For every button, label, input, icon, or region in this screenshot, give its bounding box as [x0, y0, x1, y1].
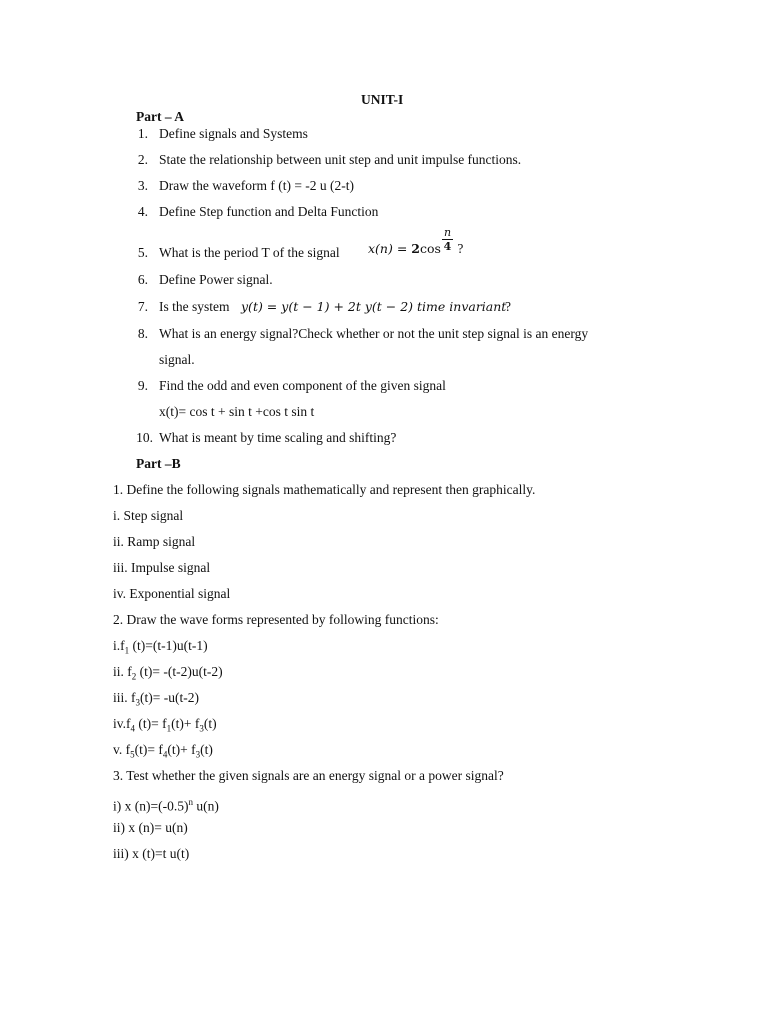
part-b-q2-item-i: $i.f_1$ (t)=(t-1)u(t-1): [113, 638, 208, 656]
equation-fraction: [442, 226, 453, 253]
question-text: What is an energy signal?Check whether or not the unit step signal is an energy: [159, 326, 589, 341]
fraction-denominator: 4: [443, 240, 452, 253]
part-b-q1-item-ii: ii. Ramp signal: [113, 534, 196, 549]
question-number: 2.: [137, 152, 148, 167]
question-text: Define signals and Systems: [159, 126, 308, 141]
question-text: Define Step function and Delta Function: [159, 204, 379, 219]
equation-lhs: x(n) =: [368, 241, 412, 256]
part-b-q3-item-iii: iii) x (t)=t u(t): [113, 846, 190, 861]
period-equation: [368, 228, 463, 264]
question-number: 7.: [137, 299, 148, 314]
question-text: Draw the waveform f (t) = -2 u (2-t): [159, 178, 355, 193]
question-text: What is meant by time scaling and shifting?: [159, 430, 397, 445]
question-text: What is the period T of the signal: [159, 245, 340, 260]
part-b-q2-item-v: v. $f_5(t)= f_4(t)+ f_3(t)$: [113, 742, 213, 760]
part-b-q1-item-i: i. Step signal: [113, 508, 184, 523]
part-b-q2-item-iii: iii. $f_3(t)= -u(t-2)$: [113, 690, 199, 708]
question-tail: ?: [454, 241, 464, 256]
unit-title: UNIT-I: [361, 92, 404, 107]
question-number: 10.: [136, 430, 153, 445]
part-b-q1-item-iii: iii. Impulse signal: [113, 560, 211, 575]
part-b-q1-item-iv: iv. Exponential signal: [113, 586, 231, 601]
part-b-question-3: 3. Test whether the given signals are an energy signal or a power signal?: [113, 768, 504, 783]
question-number: 1.: [137, 126, 148, 141]
question-text: Find the odd and even component of the given signal: [159, 378, 446, 393]
fraction-numerator: n: [443, 226, 452, 239]
question-tail: ?: [505, 299, 511, 314]
question-text: Is the system: [159, 299, 230, 314]
question-number: 4.: [137, 204, 148, 219]
question-text: State the relationship between unit step and unit impulse functions.: [159, 152, 522, 167]
question-number: 8.: [137, 326, 148, 341]
time-invariance-equation: y(t) = y(t − 1) + 2t y(t − 2) time invariant: [241, 299, 507, 314]
part-b-q2-item-iv: $iv.f_4$ $(t)= f_1(t)+ f_3(t)$: [113, 716, 217, 734]
part-b-q3-item-ii: ii) x (n)= u(n): [113, 820, 188, 835]
question-number: 6.: [137, 272, 148, 287]
part-a-heading: Part – A: [136, 109, 184, 124]
equation-coefficient: 2: [411, 241, 420, 256]
part-b-question-1: 1. Define the following signals mathematically and represent then graphically.: [113, 482, 536, 497]
equation-function: cos: [419, 241, 441, 256]
part-b-q3-item-i: i) x $(n)=(-0.5)^n$ u(n): [113, 797, 219, 814]
question-8-continuation: signal.: [159, 352, 195, 367]
question-number: 3.: [137, 178, 148, 193]
part-b-question-2: 2. Draw the wave forms represented by following functions:: [113, 612, 439, 627]
question-9-signal: x(t)= cos t + sin t +cos t sin t: [159, 404, 315, 419]
part-b-q2-item-ii: ii. $f_2$ (t)= -(t-2)u(t-2): [113, 664, 223, 682]
question-number: 5.: [137, 245, 148, 260]
part-b-heading: Part –B: [136, 456, 181, 471]
question-number: 9.: [137, 378, 148, 393]
question-text: Define Power signal.: [159, 272, 273, 287]
